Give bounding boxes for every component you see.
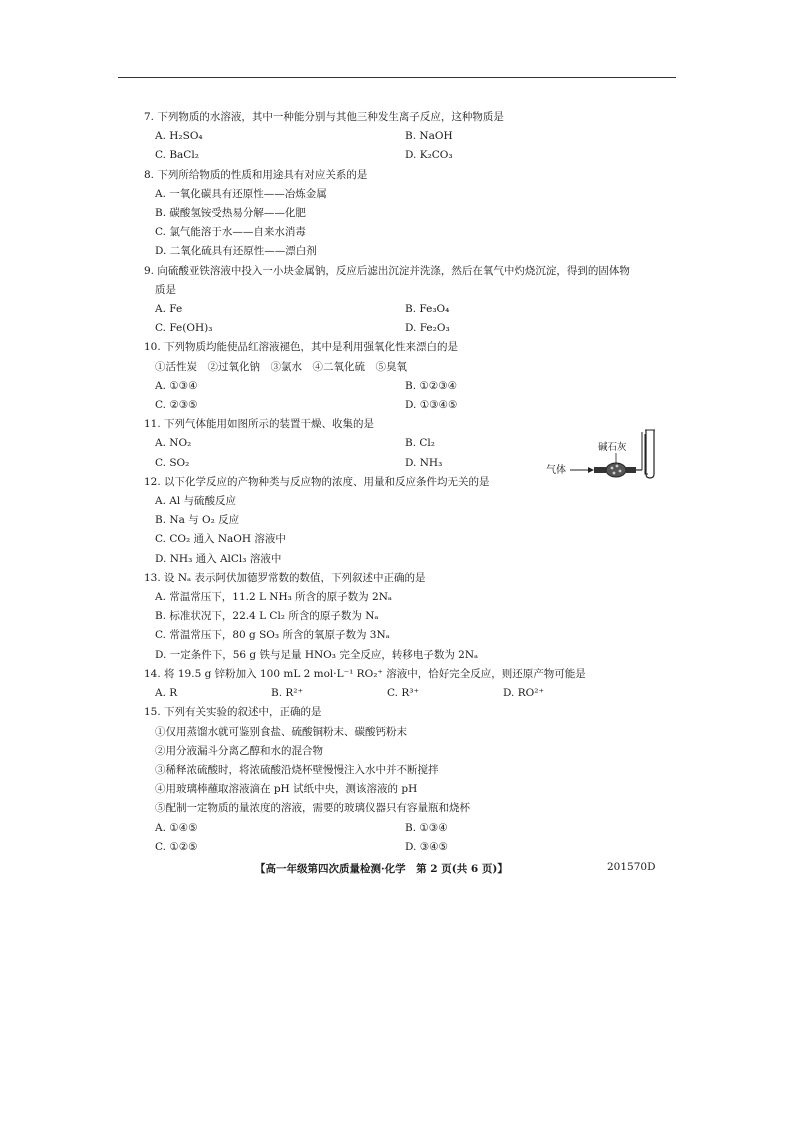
option: B. ①③④ xyxy=(405,821,448,834)
outlet-stopper xyxy=(626,467,636,473)
question-7-stem: 7. 下列物质的水溶液，其中一种能分别与其他三种发生离子反应，这种物质是 xyxy=(144,111,504,123)
option: A. ①④⑤ xyxy=(155,821,198,834)
footer-title: 【高一年级第四次质量检测·化学 第 2 页(共 6 页)】 xyxy=(255,863,508,875)
option: A. Fe xyxy=(155,303,183,316)
option: C. 氯气能溶于水——自来水消毒 xyxy=(155,226,306,239)
option: D. ①③④⑤ xyxy=(405,399,458,412)
question-11-stem: 11. 下列气体能用如图所示的装置干燥、收集的是 xyxy=(144,418,375,431)
option: C. 常温常压下，80 g SO₃ 所含的氧原子数为 3Nₐ xyxy=(155,629,390,642)
option: D. ③④⑤ xyxy=(405,840,448,853)
option: B. NaOH xyxy=(405,130,453,143)
option: D. NH₃ xyxy=(405,456,443,469)
statement: ②用分液漏斗分离乙醇和水的混合物 xyxy=(155,744,323,757)
option: A. ①③④ xyxy=(155,379,198,392)
question-13-stem: 13. 设 Nₐ 表示阿伏加德罗常数的数值，下列叙述中正确的是 xyxy=(144,571,426,584)
inlet-stopper xyxy=(594,467,606,473)
option: D. 一定条件下，56 g 铁与足量 HNO₃ 完全反应，转移电子数为 2Nₐ xyxy=(155,648,479,661)
option: D. K₂CO₃ xyxy=(405,149,453,162)
option: A. R xyxy=(155,687,178,700)
collection-tube xyxy=(646,430,654,478)
question-8-stem: 8. 下列所给物质的性质和用途具有对应关系的是 xyxy=(144,168,368,181)
option: D. RO²⁺ xyxy=(503,687,544,700)
question-15-stem: 15. 下列有关实验的叙述中，正确的是 xyxy=(144,706,322,719)
option: C. R³⁺ xyxy=(387,687,419,700)
statement: ③稀释浓硫酸时，将浓硫酸沿烧杯壁慢慢注入水中并不断搅拌 xyxy=(155,763,439,776)
question-12-stem: 12. 以下化学反应的产物种类与反应物的浓度、用量和反应条件均无关的是 xyxy=(144,475,490,488)
option: D. NH₃ 通入 AlCl₃ 溶液中 xyxy=(155,552,282,565)
option: B. R²⁺ xyxy=(271,687,304,700)
question-9-stem-continued: 质是 xyxy=(155,283,176,296)
option: B. Fe₃O₄ xyxy=(405,303,450,316)
option: B. Na 与 O₂ 反应 xyxy=(155,514,240,527)
header-rule xyxy=(118,77,676,78)
drying-collection-apparatus-figure xyxy=(546,422,670,484)
option: B. ①②③④ xyxy=(405,379,458,392)
question-10-items: ①活性炭 ②过氧化钠 ③氯水 ④二氧化硫 ⑤臭氧 xyxy=(155,360,407,373)
statement: ④用玻璃棒蘸取溶液滴在 pH 试纸中央，测该溶液的 pH xyxy=(155,783,418,796)
option: C. ①②⑤ xyxy=(155,840,198,853)
question-9-stem: 9. 向硫酸亚铁溶液中投入一小块金属钠，反应后滤出沉淀并洗涤，然后在氧气中灼烧沉淀，得到的固体物 xyxy=(144,264,630,277)
option: A. H₂SO₄ xyxy=(155,130,203,143)
option: A. NO₂ xyxy=(155,437,192,450)
option: C. BaCl₂ xyxy=(155,149,199,162)
question-10-stem: 10. 下列物质均能使品红溶液褪色，其中是利用强氧化性来漂白的是 xyxy=(144,341,459,354)
figure-label-gas: 气体 xyxy=(546,465,566,476)
option: A. 一氧化碳具有还原性——冶炼金属 xyxy=(155,187,327,200)
arrow-head-icon xyxy=(588,467,594,473)
option: A. 常温常压下，11.2 L NH₃ 所含的原子数为 2Nₐ xyxy=(155,591,392,604)
option: A. Al 与硫酸反应 xyxy=(155,495,237,508)
option: D. 二氧化硫具有还原性——漂白剂 xyxy=(155,245,317,258)
statement: ①仅用蒸馏水就可鉴别食盐、硫酸铜粉末、碳酸钙粉末 xyxy=(155,725,407,738)
option: C. Fe(OH)₃ xyxy=(155,322,213,335)
figure-label-soda-lime: 碱石灰 xyxy=(598,442,627,453)
option: D. Fe₂O₃ xyxy=(405,322,450,335)
option: B. 碳酸氢铵受热易分解——化肥 xyxy=(155,207,306,220)
option: C. CO₂ 通入 NaOH 溶液中 xyxy=(155,533,286,546)
option: B. Cl₂ xyxy=(405,437,435,450)
footer-code: 201570D xyxy=(607,861,656,873)
question-14-stem: 14. 将 19.5 g 锌粉加入 100 mL 2 mol·L⁻¹ RO₂⁺ 溶液中，恰好完全反应，则还原产物可能是 xyxy=(144,667,586,680)
statement: ⑤配制一定物质的量浓度的溶液，需要的玻璃仪器只有容量瓶和烧杯 xyxy=(155,802,470,815)
option: C. SO₂ xyxy=(155,456,190,469)
option: C. ②③⑤ xyxy=(155,399,198,412)
option: B. 标准状况下，22.4 L Cl₂ 所含的原子数为 Nₐ xyxy=(155,610,379,623)
